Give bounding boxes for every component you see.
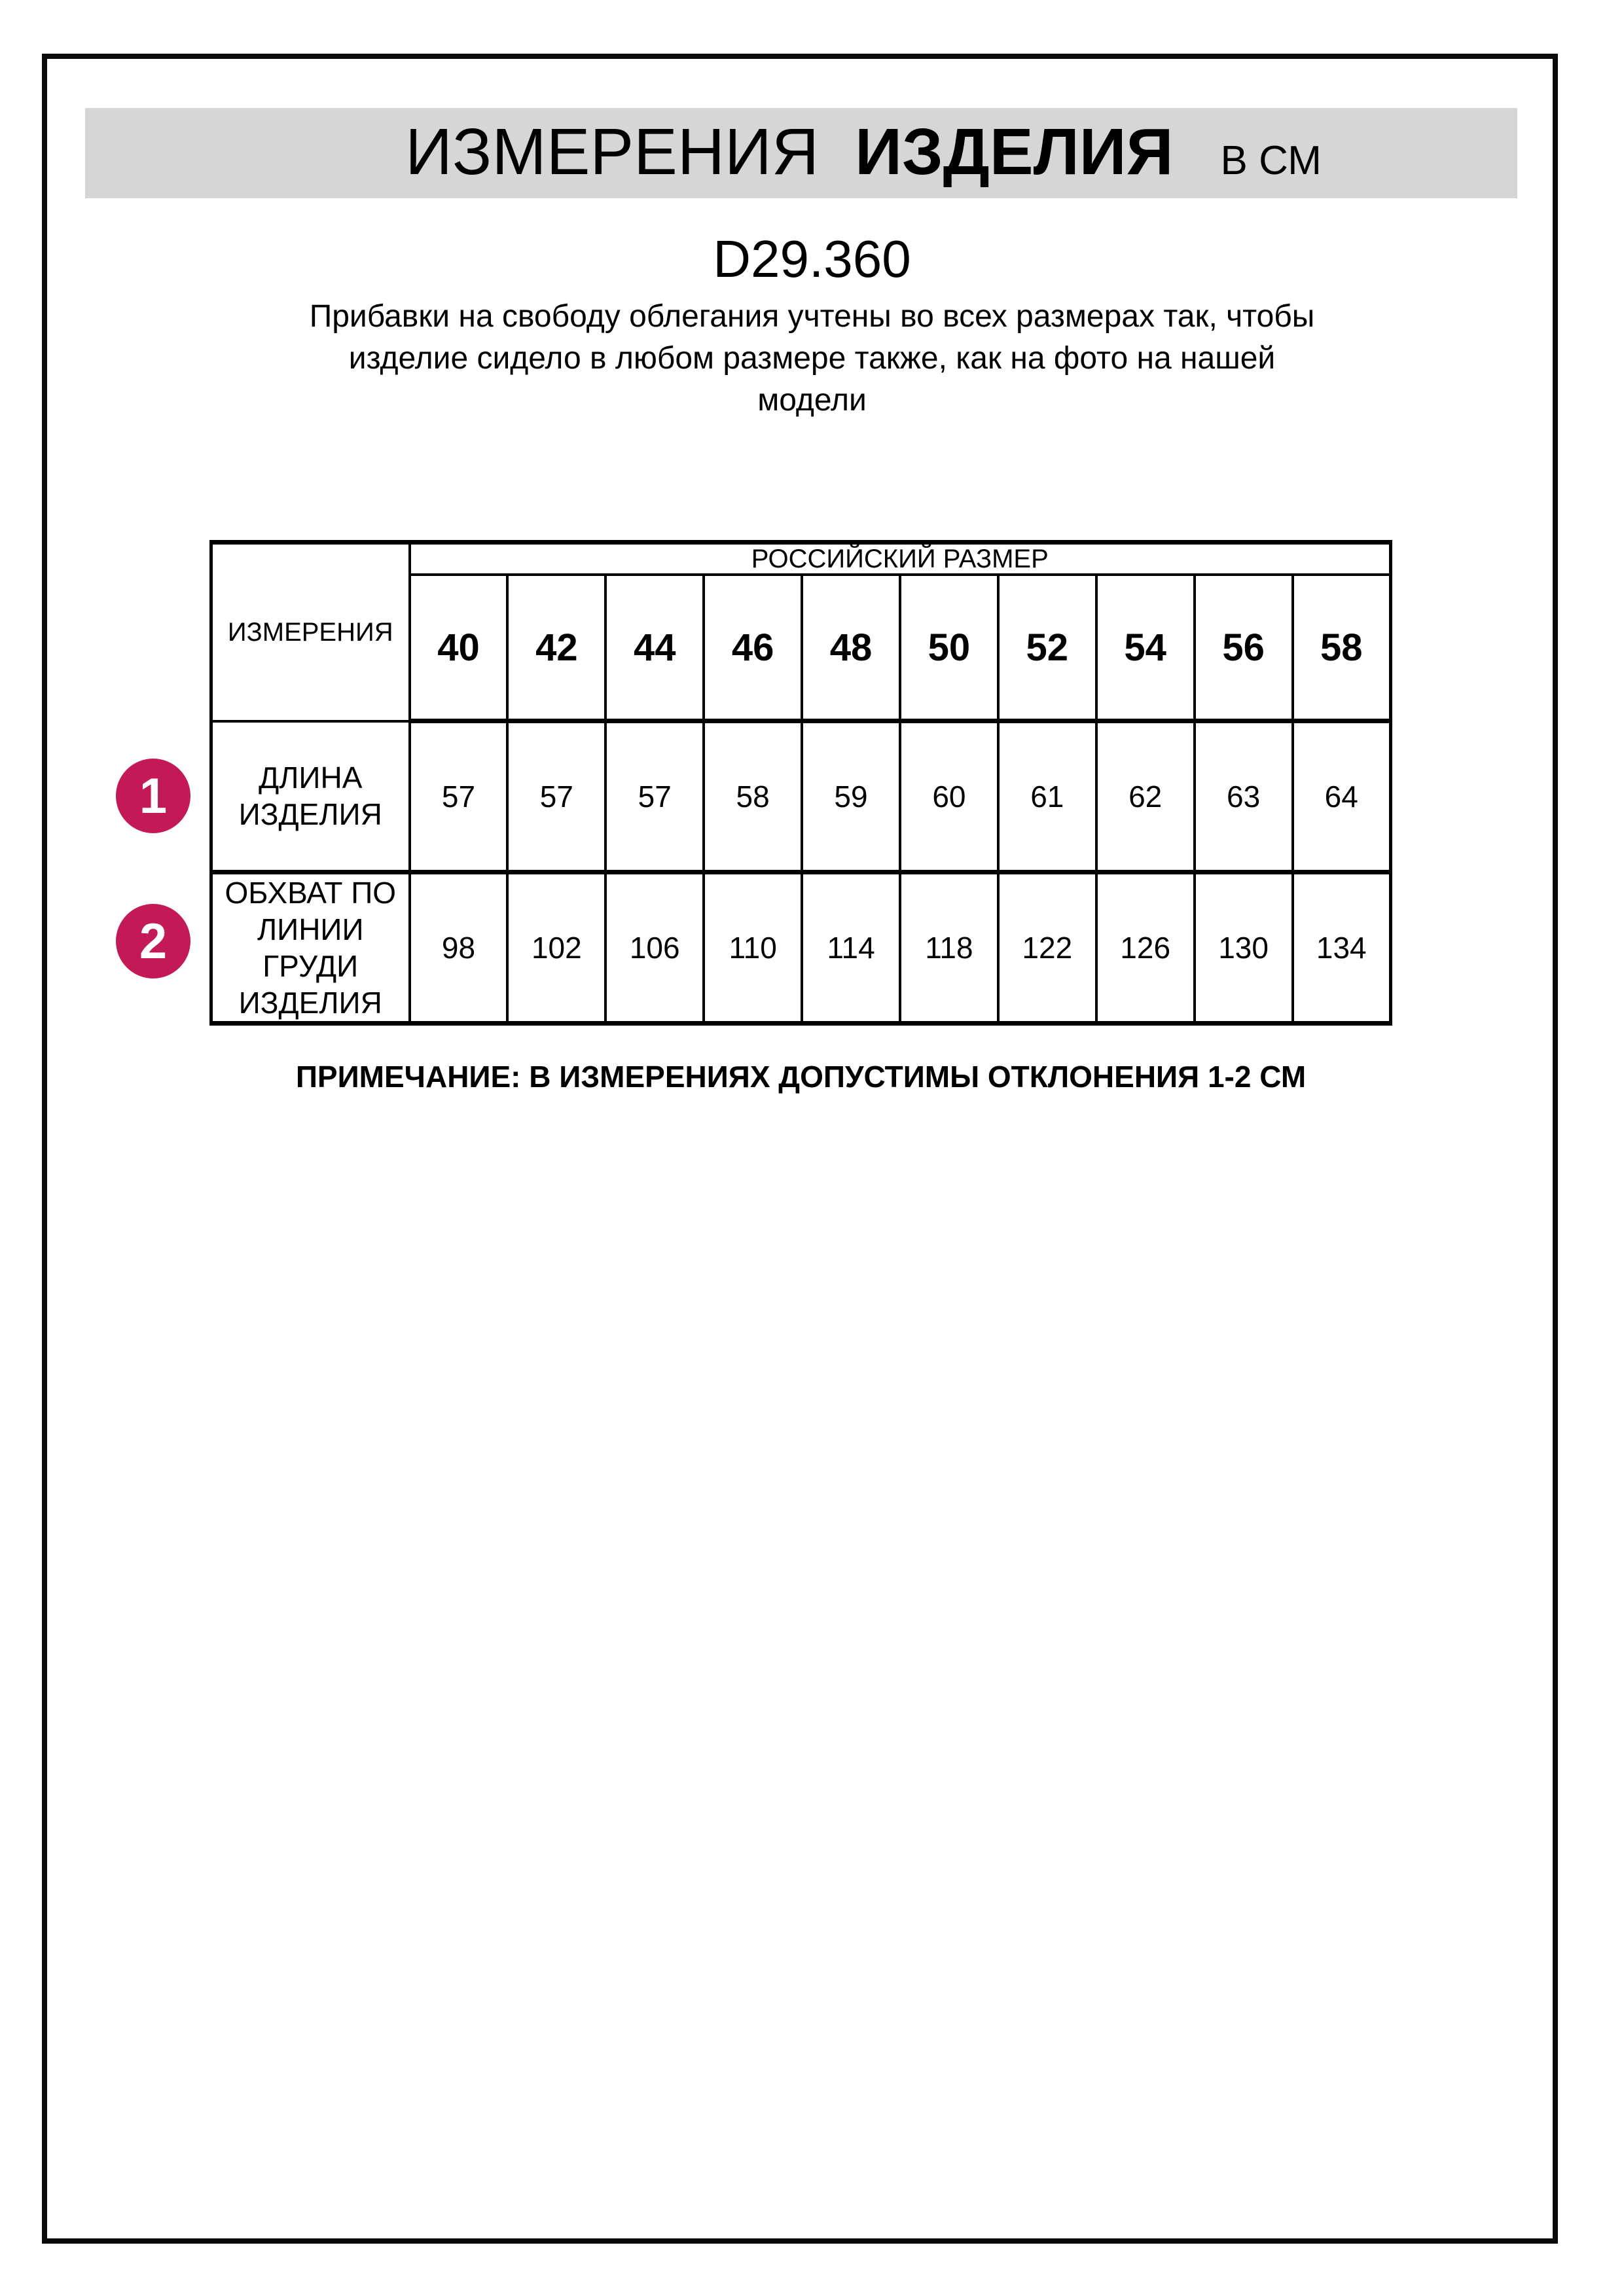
length-value: 61 (998, 721, 1096, 872)
length-value: 62 (1096, 721, 1195, 872)
title-product-word: ИЗДЕЛИЯ (855, 115, 1174, 188)
size-table (209, 540, 1392, 1026)
chest-value: 134 (1293, 872, 1391, 1024)
model-code: D29.360 (713, 230, 911, 288)
length-value: 57 (605, 721, 704, 872)
chest-value: 126 (1096, 872, 1195, 1024)
intro-line: изделие сидело в любом размере также, как на фото на нашей (348, 341, 1276, 376)
size-header: 56 (1195, 575, 1293, 721)
length-value: 59 (802, 721, 900, 872)
size-header: 58 (1293, 575, 1391, 721)
intro-line: Прибавки на свободу облегания учтены во всех размерах так, чтобы (309, 299, 1315, 334)
row-marker-2 (116, 904, 190, 978)
size-header: 48 (802, 575, 900, 721)
chest-value: 114 (802, 872, 900, 1024)
table-group-header: РОССИЙСКИЙ РАЗМЕР (410, 543, 1391, 575)
measure-label-chest: ОБХВАТ ПО ЛИНИИ ГРУДИ ИЗДЕЛИЯ (211, 872, 410, 1024)
table-row-group-header (211, 543, 1391, 575)
intro-line: модели (757, 383, 867, 418)
chest-value: 118 (900, 872, 998, 1024)
title-units: В СМ (1220, 138, 1322, 183)
table-row-length (211, 721, 1391, 872)
length-value: 60 (900, 721, 998, 872)
size-header: 40 (410, 575, 508, 721)
chest-value: 102 (507, 872, 605, 1024)
title-banner (85, 108, 1517, 198)
length-value: 57 (507, 721, 605, 872)
length-value: 57 (410, 721, 508, 872)
row-marker-1 (116, 759, 190, 833)
chest-value: 98 (410, 872, 508, 1024)
row-marker-1-number: 1 (139, 768, 168, 824)
size-header: 52 (998, 575, 1096, 721)
size-header: 46 (704, 575, 802, 721)
chest-value: 110 (704, 872, 802, 1024)
length-value: 58 (704, 721, 802, 872)
size-header: 44 (605, 575, 704, 721)
size-header: 50 (900, 575, 998, 721)
tolerance-note: ПРИМЕЧАНИЕ: В ИЗМЕРЕНИЯХ ДОПУСТИМЫ ОТКЛОНЕНИЯ 1-2 СМ (295, 1060, 1307, 1094)
chest-value: 106 (605, 872, 704, 1024)
size-header: 42 (507, 575, 605, 721)
table-row-chest (211, 872, 1391, 1024)
length-value: 64 (1293, 721, 1391, 872)
chest-value: 130 (1195, 872, 1293, 1024)
measure-label-length: ДЛИНА ИЗДЕЛИЯ (211, 721, 410, 872)
title-measurements-word: ИЗМЕРЕНИЯ (405, 115, 820, 188)
table-corner-label: ИЗМЕРЕНИЯ (211, 543, 410, 721)
length-value: 63 (1195, 721, 1293, 872)
size-header: 54 (1096, 575, 1195, 721)
chest-value: 122 (998, 872, 1096, 1024)
row-marker-2-number: 2 (139, 913, 168, 969)
intro-paragraph (0, 296, 1624, 422)
